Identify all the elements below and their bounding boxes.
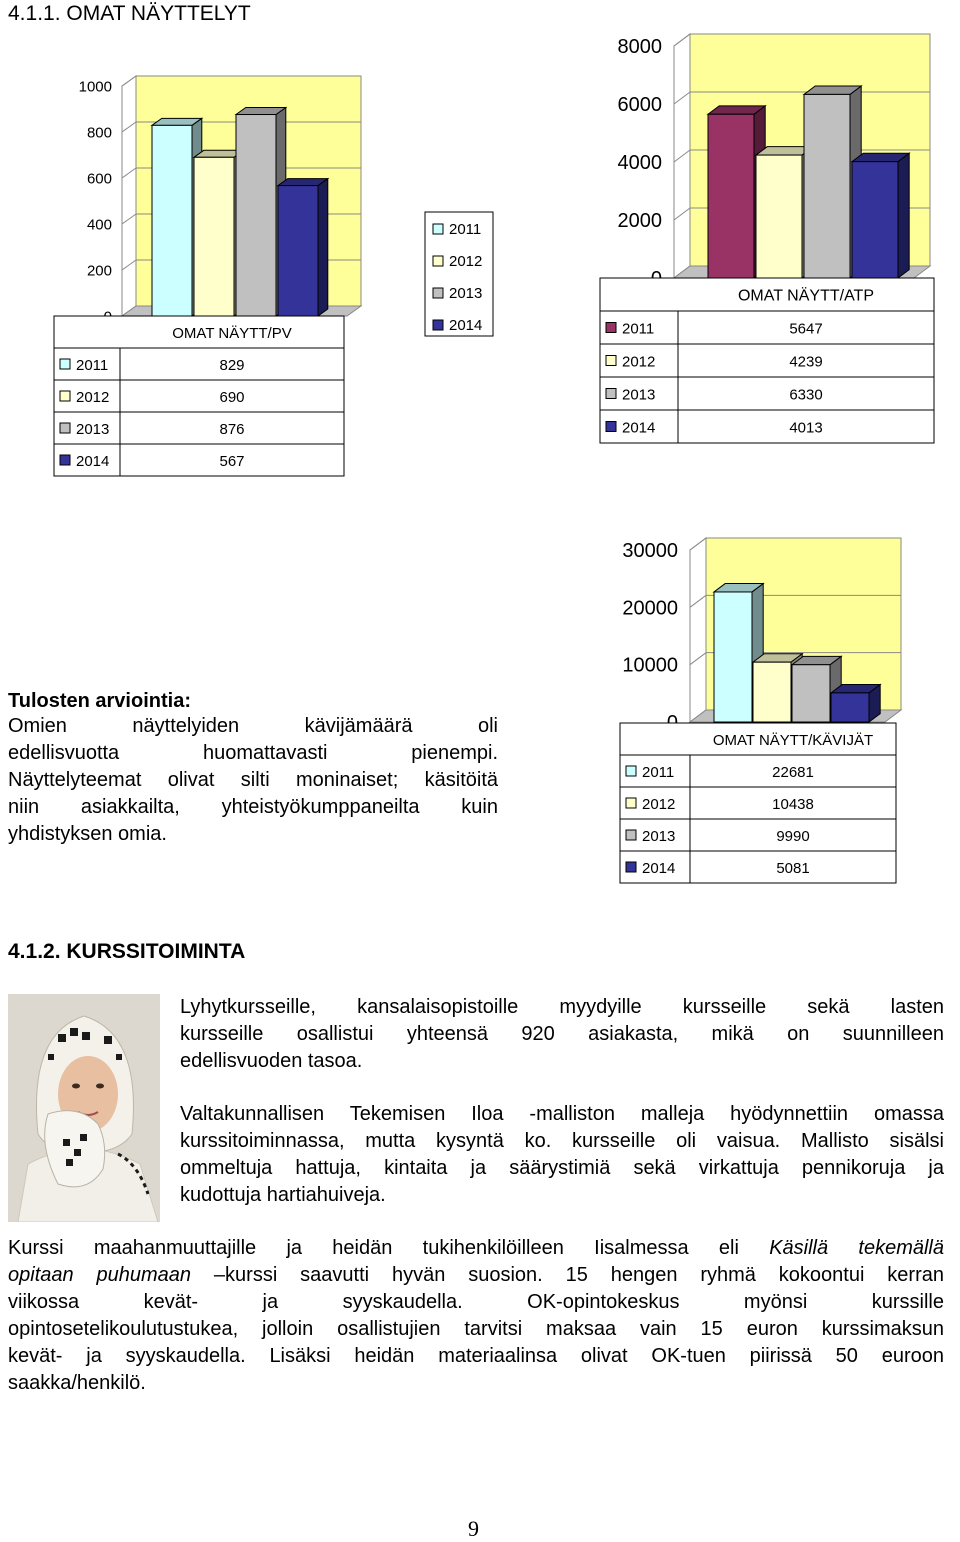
y-tick-label: 600 xyxy=(86,170,112,188)
chart-kavijat xyxy=(560,530,960,890)
y-tick-label: 2000 xyxy=(617,210,662,232)
legend-swatch-2011 xyxy=(606,323,616,333)
courses-line xyxy=(8,1235,944,1262)
table-value: 9990 xyxy=(776,827,810,845)
y-tick-label: 20000 xyxy=(622,597,678,620)
bar-2014 xyxy=(278,186,318,316)
evaluation-line: yhdistyksen omia. xyxy=(8,823,167,845)
legend-swatch-2012 xyxy=(433,256,443,266)
bar-2011 xyxy=(152,125,192,316)
table-value: 10438 xyxy=(772,795,814,813)
y-tick-label: 200 xyxy=(86,262,112,280)
bar-2012 xyxy=(194,157,234,316)
legend-swatch-2013 xyxy=(606,389,616,399)
y-tick-label: 1000 xyxy=(78,78,112,96)
bar-2014 xyxy=(852,162,898,278)
courses-line: kurssitoiminnassa, mutta kysyntä ko. kursseille oli vaisua. Mallisto sisälsi xyxy=(180,1130,944,1152)
data-table xyxy=(620,723,896,883)
section-title-courses: 4.1.2. KURSSITOIMINTA xyxy=(8,940,246,963)
bar-2013 xyxy=(792,665,830,722)
table-value: 5081 xyxy=(776,859,810,877)
courses-line: saakka/henkilö. xyxy=(8,1372,146,1394)
course-name-italic: Käsillä tekemällä xyxy=(769,1237,944,1259)
legend-swatch-2012 xyxy=(606,356,616,366)
table-value: 876 xyxy=(219,420,245,438)
evaluation-line: edellisvuotta huomattavasti pienempi. xyxy=(8,742,498,764)
table-value: 5647 xyxy=(789,320,823,338)
bar-top-2013 xyxy=(236,108,286,115)
y-tick-label: 400 xyxy=(86,216,112,234)
legend-swatch-2013 xyxy=(626,830,636,840)
table-series-label: 2011 xyxy=(642,763,675,781)
legend-swatch-2012 xyxy=(60,391,70,401)
bar-side-2014 xyxy=(898,153,909,278)
table-value: 829 xyxy=(219,356,245,374)
evaluation-line: Omien näyttelyiden kävijämäärä oli xyxy=(8,715,498,737)
y-tick-label: 30000 xyxy=(622,540,678,562)
courses-line: Lyhytkursseille, kansalaisopistoille myydyille kursseille sekä lasten xyxy=(180,996,944,1018)
table-series-label: 2012 xyxy=(622,353,656,371)
table-series-label: 2011 xyxy=(622,320,655,338)
section-title-exhibitions: 4.1.1. OMAT NÄYTTELYT xyxy=(8,2,251,25)
chart-side-wall xyxy=(690,538,706,722)
chart-pv xyxy=(0,30,520,490)
table-category-label: OMAT NÄYTT/KÄVIJÄT xyxy=(712,731,874,749)
courses-line: ommeltuja hattuja, kintaita ja säärystimiä sekä virkattuja pennikoruja ja xyxy=(180,1157,944,1179)
data-table xyxy=(54,316,344,476)
legend-label: 2011 xyxy=(449,221,482,238)
table-series-label: 2012 xyxy=(76,388,110,406)
legend-swatch-2014 xyxy=(626,862,636,872)
table-series-label: 2014 xyxy=(642,859,676,877)
bar-2011 xyxy=(708,114,754,278)
legend-label: 2012 xyxy=(449,253,483,270)
knitted-hat-photo xyxy=(8,994,160,1222)
y-tick-label: 8000 xyxy=(617,36,662,58)
bar-2013 xyxy=(236,115,276,316)
table-series-label: 2012 xyxy=(642,795,676,813)
courses-paragraph-3 xyxy=(8,1235,944,1397)
table-value: 4013 xyxy=(789,419,823,437)
table-series-label: 2013 xyxy=(76,420,110,438)
courses-paragraph-2 xyxy=(180,1101,944,1209)
person-in-knitwear-image xyxy=(8,994,160,1222)
legend-swatch-2013 xyxy=(433,288,443,298)
courses-line: edellisvuoden tasoa. xyxy=(180,1050,363,1072)
y-tick-label: 4000 xyxy=(617,152,662,174)
table-value: 6330 xyxy=(789,386,823,404)
course-name-italic: opitaan puhumaan xyxy=(8,1264,192,1286)
courses-line: kevät- ja syyskaudella. Lisäksi heidän materiaalinsa olivat OK-tuen piirissä 50 euroon xyxy=(8,1345,944,1367)
table-category-label: OMAT NÄYTT/PV xyxy=(172,324,292,342)
y-tick-label: 10000 xyxy=(622,654,678,677)
courses-text: –kurssi saavutti hyvän suosion. 15 hengen ryhmä kokoontui kerran xyxy=(213,1264,944,1286)
table-series-label: 2014 xyxy=(622,419,656,437)
bar-2012 xyxy=(756,155,802,278)
courses-line: Valtakunnallisen Tekemisen Iloa -malliston malleja hyödynnettiin omassa xyxy=(180,1103,944,1125)
evaluation-line: Näyttelyteemat olivat silti moninaiset; käsitöitä xyxy=(8,769,498,791)
bar-2012 xyxy=(753,662,791,722)
legend-swatch-2014 xyxy=(433,320,443,330)
courses-line: kudottuja hartiahuiveja. xyxy=(180,1184,386,1206)
y-tick-label: 6000 xyxy=(617,94,662,116)
bar-2014 xyxy=(831,693,869,722)
legend-swatch-2011 xyxy=(60,359,70,369)
courses-line: kursseille osallistui yhteensä 920 asiakasta, mikä on suunnilleen xyxy=(180,1023,944,1045)
evaluation-title: Tulosten arviointia: xyxy=(8,690,191,712)
legend-swatch-2011 xyxy=(433,224,443,234)
chart-side-wall xyxy=(122,76,136,316)
chart-atp xyxy=(560,30,960,460)
page-number: 9 xyxy=(468,1516,479,1541)
courses-line: viikossa kevät- ja syyskaudella. OK-opintokeskus myönsi kurssille xyxy=(8,1291,944,1313)
evaluation-block xyxy=(8,690,498,848)
chart-legend xyxy=(425,212,493,336)
legend-swatch-2014 xyxy=(60,455,70,465)
courses-line: opintosetelikoulutustukea, jolloin osallistujien tarvitsi maksaa vain 15 euron kurssimaksun xyxy=(8,1318,944,1340)
y-tick-label: 800 xyxy=(86,124,112,142)
table-series-label: 2013 xyxy=(622,386,656,404)
bar-top-2014 xyxy=(278,179,328,186)
legend-swatch-2013 xyxy=(60,423,70,433)
evaluation-line: niin asiakkailta, yhteistyökumppaneilta kuin xyxy=(8,796,498,818)
legend-swatch-2014 xyxy=(606,422,616,432)
courses-text: Kurssi maahanmuuttajille ja heidän tukihenkilöilleen Iisalmessa eli xyxy=(8,1237,739,1259)
bar-2013 xyxy=(804,94,850,278)
table-series-label: 2013 xyxy=(642,827,676,845)
table-value: 22681 xyxy=(772,763,814,781)
table-value: 690 xyxy=(219,388,245,406)
table-series-label: 2011 xyxy=(76,356,109,374)
bar-top-2011 xyxy=(152,118,202,125)
table-category-label: OMAT NÄYTT/ATP xyxy=(737,287,875,305)
data-table xyxy=(600,278,934,443)
table-value: 567 xyxy=(219,452,245,470)
legend-label: 2013 xyxy=(449,285,483,302)
bar-side-2014 xyxy=(318,179,328,316)
legend-label: 2014 xyxy=(449,317,483,334)
table-value: 4239 xyxy=(789,353,823,371)
legend-swatch-2012 xyxy=(626,798,636,808)
legend-swatch-2011 xyxy=(626,766,636,776)
bar-2011 xyxy=(714,592,752,722)
courses-line xyxy=(8,1262,944,1289)
courses-paragraph-1 xyxy=(180,994,944,1075)
table-series-label: 2014 xyxy=(76,452,110,470)
